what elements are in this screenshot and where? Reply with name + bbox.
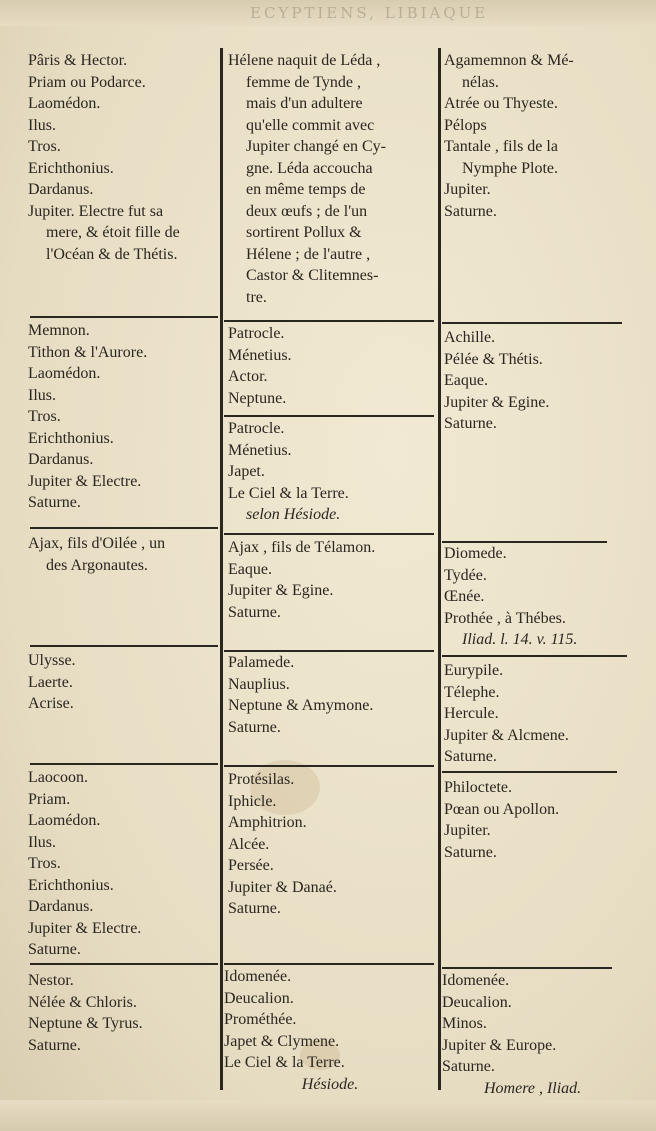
row-rule <box>442 655 627 657</box>
genealogy-agamemnon: Agamemnon & Mé- nélas. Atrée ou Thyeste. Pélops Tantale , fils de la Nymphe Plote. Jupiter. Saturne. <box>444 52 574 220</box>
row-rule <box>442 967 612 969</box>
row-rule <box>224 963 434 965</box>
genealogy-palamede: Palamede. Nauplius. Neptune & Amymone. Saturne. <box>228 654 374 736</box>
source-note: Homere , Iliad. <box>484 1079 582 1097</box>
genealogy-idomenee-homere: Idomenée. Deucalion. Minos. Jupiter & Europe. Saturne. Homere , Iliad. <box>442 970 647 1099</box>
genealogy-achille: Achille. Pélée & Thétis. Eaque. Jupiter & Egine. Saturne. <box>444 329 550 432</box>
genealogy-patrocle-1: Patrocle. Ménetius. Actor. Neptune. <box>228 325 292 407</box>
genealogy-diomede: Diomede. Tydée. Œnée. Prothée , à Thébes. Iliad. l. 14. v. 115. <box>444 543 644 651</box>
genealogy-paris: Pâris & Hector. Priam ou Podarce. Laomédon. Ilus. Tros. Erichthonius. Dardanus. Jupiter. Electre fut sa mere, & étoit fille de l'Océan & de Thétis. <box>28 52 180 263</box>
row-rule <box>30 527 218 529</box>
row-rule <box>442 322 622 324</box>
source-note: selon Hésiode. <box>246 506 341 523</box>
page-bottom-edge <box>0 1100 656 1131</box>
source-note: Hésiode. <box>301 1075 359 1093</box>
genealogy-ulysse: Ulysse. Laerte. Acrise. <box>28 652 76 712</box>
genealogy-nestor: Nestor. Nélée & Chloris. Neptune & Tyrus. Saturne. <box>28 972 143 1054</box>
row-rule <box>224 320 434 322</box>
row-rule <box>30 963 218 965</box>
column-rule-right <box>438 48 441 1090</box>
row-rule <box>224 415 434 417</box>
genealogy-philoctete: Philoctete. Pœan ou Apollon. Jupiter. Saturne. <box>444 779 560 861</box>
genealogy-protesilas: Protésilas. Iphicle. Amphitrion. Alcée. Persée. Jupiter & Danaé. Saturne. <box>228 771 337 917</box>
row-rule <box>30 763 218 765</box>
genealogy-eurypile: Eurypile. Télephe. Hercule. Jupiter & Alcmene. Saturne. <box>444 662 569 765</box>
genealogy-patrocle-2: Patrocle. Ménetius. Japet. Le Ciel & la Terre. selon Hésiode. <box>228 418 436 526</box>
genealogy-helene: Hélene naquit de Léda , femme de Tynde , mais d'un adultere qu'elle commit avec Jupiter changé en Cy- gne. Léda accoucha en même temps de deux œufs ; de l'un sortirent Pollux & Hélene ; de l'autre , Castor & Clitemnes- tre. <box>228 52 386 306</box>
row-rule <box>30 316 218 318</box>
genealogy-laocoon: Laocoon. Priam. Laomédon. Ilus. Tros. Erichthonius. Dardanus. Jupiter & Electre. Saturne. <box>28 769 142 958</box>
page-top-edge <box>0 0 656 26</box>
running-head: ECYPTIENS, LIBIAQUE <box>250 4 489 22</box>
row-rule <box>224 533 434 535</box>
row-rule <box>224 765 434 767</box>
genealogy-memnon: Memnon. Tithon & l'Aurore. Laomédon. Ilus. Tros. Erichthonius. Dardanus. Jupiter & Electre. Saturne. <box>28 322 148 511</box>
column-rule-left <box>220 48 223 1090</box>
genealogy-ajax-telamon: Ajax , fils de Télamon. Eaque. Jupiter & Egine. Saturne. <box>228 539 376 621</box>
source-note: Iliad. l. 14. v. 115. <box>462 631 578 648</box>
row-rule <box>30 645 218 647</box>
genealogy-ajax-oilee: Ajax, fils d'Oilée , un des Argonautes. <box>28 535 166 574</box>
row-rule <box>442 771 617 773</box>
genealogy-idomenee-hesiode: Idomenée. Deucalion. Prométhée. Japet & Clymene. Le Ciel & la Terre. Hésiode. <box>224 966 436 1095</box>
